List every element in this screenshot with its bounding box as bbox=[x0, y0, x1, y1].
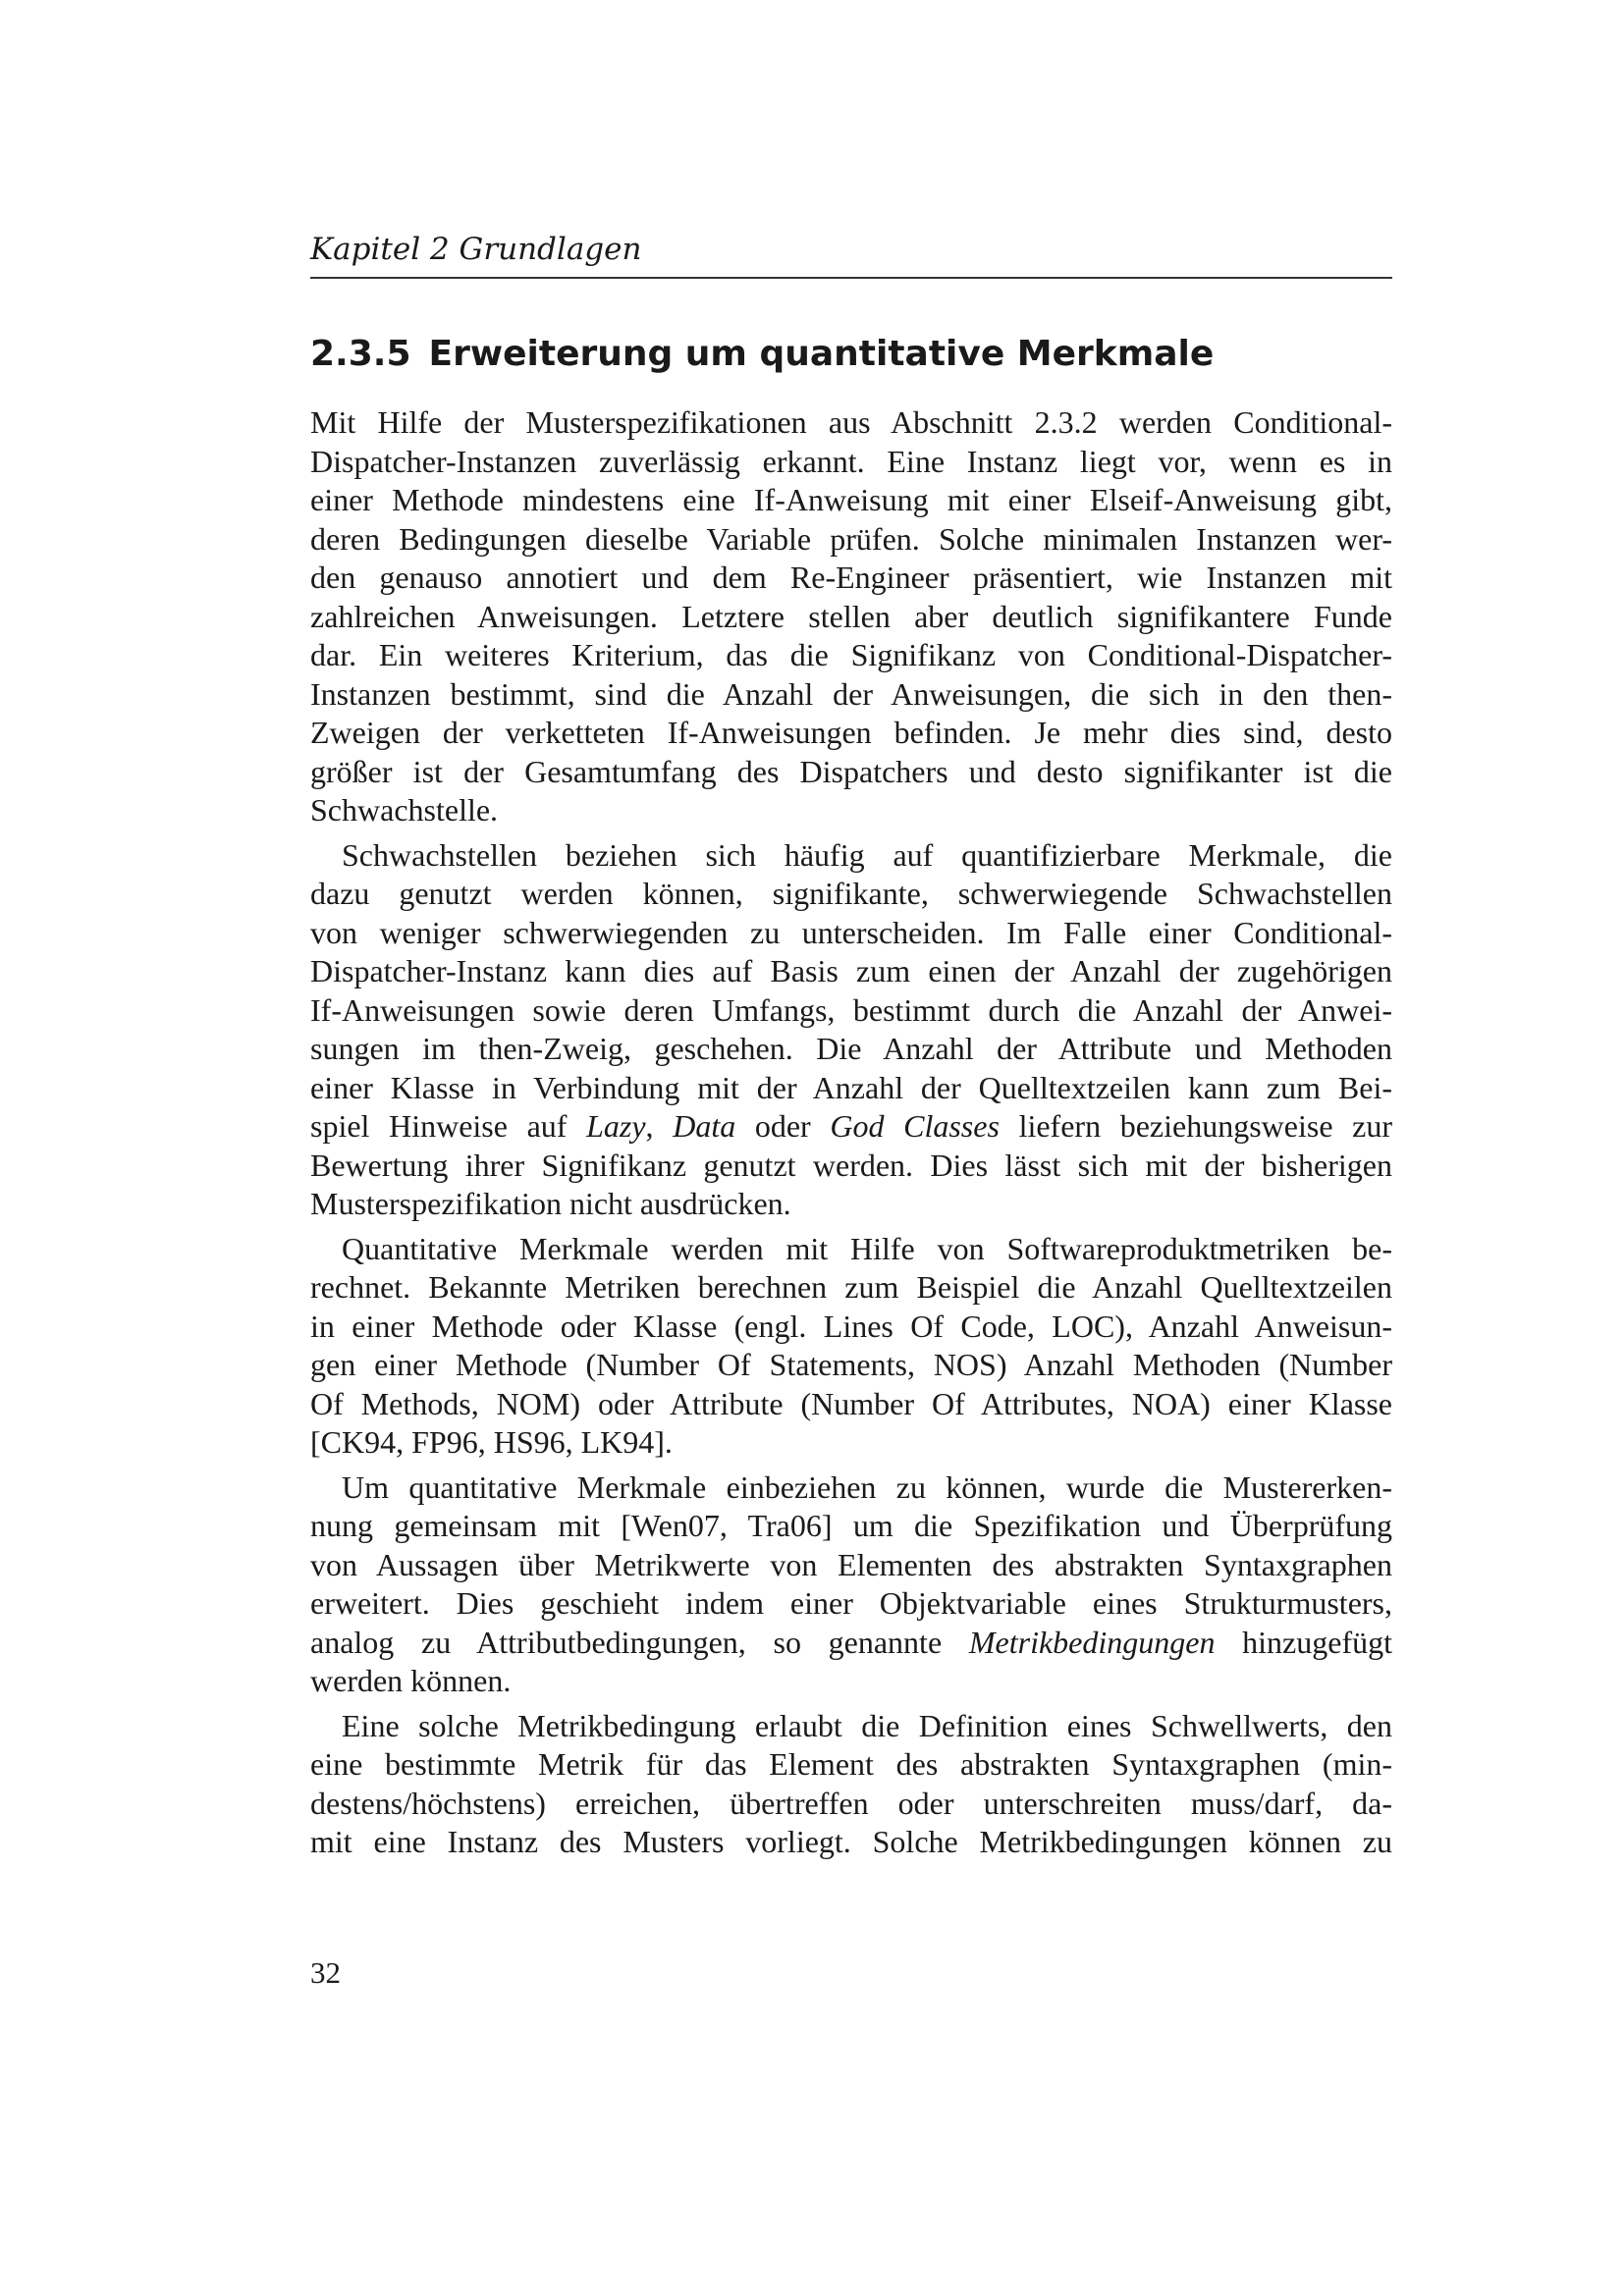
text-line: destens/höchstens) erreichen, übertreffen oder unterschreiten muss/darf, da- bbox=[310, 1785, 1392, 1821]
paragraph-2 bbox=[310, 836, 1392, 1224]
text-line: Bewertung ihrer Signifikanz genutzt werden. Dies lässt sich mit der bisherigen bbox=[310, 1147, 1392, 1183]
text-line: von Aussagen über Metrikwerte von Elementen des abstrakten Syntaxgraphen bbox=[310, 1546, 1392, 1582]
text-run: , bbox=[645, 1108, 674, 1144]
paragraph-3 bbox=[310, 1230, 1392, 1463]
term-god-classes: God Classes bbox=[830, 1108, 1000, 1144]
text-line: Quantitative Merkmale werden mit Hilfe von Softwareproduktmetriken be- bbox=[342, 1230, 1392, 1266]
term-data: Data bbox=[673, 1108, 736, 1144]
text-line: größer ist der Gesamtumfang des Dispatchers und desto signifikanter ist die bbox=[310, 753, 1392, 789]
text-line: Zweigen der verketteten If-Anweisungen befinden. Je mehr dies sind, desto bbox=[310, 715, 1392, 750]
text-line bbox=[310, 1624, 1392, 1663]
paragraph-4 bbox=[310, 1468, 1392, 1701]
text-run: spiel Hinweise auf bbox=[310, 1108, 587, 1144]
text-line: nung gemeinsam mit [Wen07, Tra06] um die Spezifikation und Überprüfung bbox=[310, 1508, 1392, 1543]
section-number: 2.3.5 bbox=[310, 334, 411, 374]
text-line: [CK94, FP96, HS96, LK94]. bbox=[310, 1424, 673, 1460]
text-run: liefern beziehungsweise zur bbox=[999, 1108, 1393, 1144]
text-line: Um quantitative Merkmale einbeziehen zu können, wurde die Mustererken- bbox=[342, 1468, 1392, 1505]
text-line: Mit Hilfe der Musterspezifikationen aus Abschnitt 2.3.2 werden Conditional- bbox=[310, 404, 1392, 440]
text-line: rechnet. Bekannte Metriken berechnen zum Beispiel die Anzahl Quelltextzeilen bbox=[310, 1269, 1392, 1305]
text-line: einer Methode mindestens eine If-Anweisung mit einer Elseif-Anweisung gibt, bbox=[310, 482, 1392, 517]
text-line: erweitert. Dies geschieht indem einer Objektvariable eines Strukturmusters, bbox=[310, 1585, 1392, 1621]
text-line: gen einer Methode (Number Of Statements, NOS) Anzahl Methoden (Number bbox=[310, 1347, 1392, 1382]
text-line bbox=[310, 1107, 1392, 1147]
text-line: werden können. bbox=[310, 1663, 512, 1698]
text-line: Dispatcher-Instanzen zuverlässig erkannt. Eine Instanz liegt vor, wenn es in bbox=[310, 443, 1392, 479]
text-line: If-Anweisungen sowie deren Umfangs, bestimmt durch die Anzahl der Anwei- bbox=[310, 991, 1392, 1028]
term-metrikbedingungen: Metrikbedingungen bbox=[968, 1624, 1216, 1660]
text-run: oder bbox=[735, 1108, 831, 1144]
text-line: Instanzen bestimmt, sind die Anzahl der Anweisungen, die sich in den then- bbox=[310, 675, 1392, 712]
section-title-text: Erweiterung um quantitative Merkmale bbox=[428, 334, 1215, 374]
page-number: 32 bbox=[310, 1955, 341, 1990]
section-heading bbox=[310, 331, 1392, 378]
text-line: zahlreichen Anweisungen. Letztere stellen aber deutlich signifikantere Funde bbox=[310, 598, 1392, 634]
text-line: einer Klasse in Verbindung mit der Anzahl der Quelltextzeilen kann zum Bei- bbox=[310, 1069, 1392, 1105]
text-line: von weniger schwerwiegenden zu unterscheiden. Im Falle einer Conditional- bbox=[310, 914, 1392, 950]
text-line: den genauso annotiert und dem Re-Engineer präsentiert, wie Instanzen mit bbox=[310, 560, 1392, 595]
paragraph-5 bbox=[310, 1707, 1392, 1862]
text-line: deren Bedingungen dieselbe Variable prüfen. Solche minimalen Instanzen wer- bbox=[310, 520, 1392, 557]
text-line: mit eine Instanz des Musters vorliegt. Solche Metrikbedingungen können zu bbox=[310, 1824, 1392, 1859]
body-text bbox=[310, 403, 1392, 1862]
term-lazy: Lazy bbox=[586, 1108, 646, 1144]
text-run: hinzugefügt bbox=[1215, 1624, 1393, 1660]
text-line: Schwachstellen beziehen sich häufig auf quantifizierbare Merkmale, die bbox=[342, 836, 1392, 873]
text-line: Eine solche Metrikbedingung erlaubt die Definition eines Schwellwerts, den bbox=[342, 1707, 1392, 1743]
text-line: Musterspezifikation nicht ausdrücken. bbox=[310, 1186, 791, 1221]
text-line: in einer Methode oder Klasse (engl. Lines Of Code, LOC), Anzahl Anweisun- bbox=[310, 1308, 1392, 1344]
text-line: Dispatcher-Instanz kann dies auf Basis zum einen der Anzahl der zugehörigen bbox=[310, 953, 1392, 988]
text-line: Schwachstelle. bbox=[310, 792, 499, 828]
text-run: analog zu Attributbedingungen, so genannte bbox=[310, 1624, 969, 1660]
text-line: Of Methods, NOM) oder Attribute (Number Of Attributes, NOA) einer Klasse bbox=[310, 1385, 1392, 1421]
text-line: dar. Ein weiteres Kriterium, das die Signifikanz von Conditional-Dispatcher- bbox=[310, 637, 1392, 672]
text-line: dazu genutzt werden können, signifikante, schwerwiegende Schwachstellen bbox=[310, 876, 1392, 911]
text-line: sungen im then-Zweig, geschehen. Die Anzahl der Attribute und Methoden bbox=[310, 1031, 1392, 1066]
paragraph-1 bbox=[310, 403, 1392, 830]
running-header: Kapitel 2 Grundlagen bbox=[310, 228, 1392, 279]
text-line: eine bestimmte Metrik für das Element des abstrakten Syntaxgraphen (min- bbox=[310, 1746, 1392, 1782]
